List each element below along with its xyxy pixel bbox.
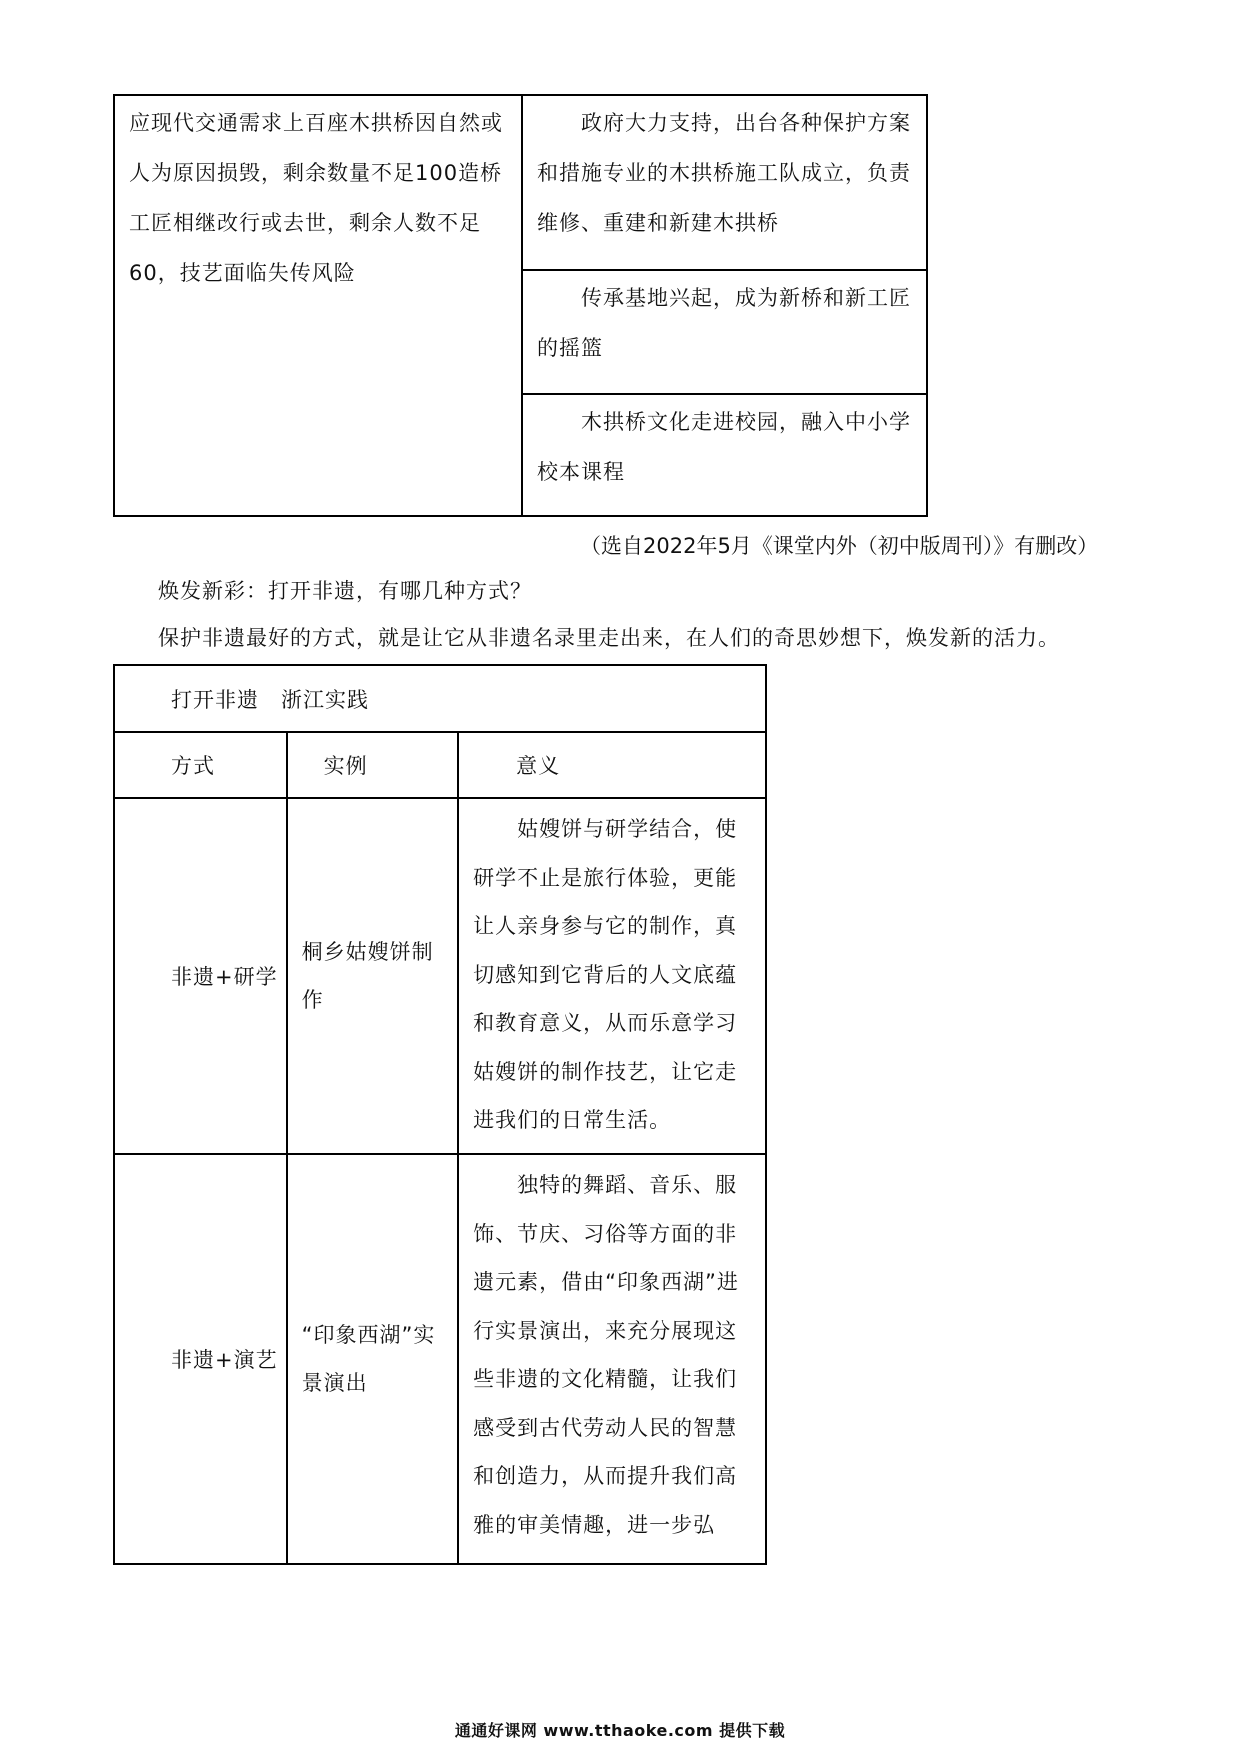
meaning-cell [458,1154,766,1564]
measure-cell [522,270,927,394]
problem-text: 应现代交通需求上百座木拱桥因自然或人为原因损毁，剩余数量不足100造桥工匠相继改行或去世，剩余人数不足60，技艺面临失传风险 [129,111,503,285]
header-example: 实例 [287,732,459,798]
header-method: 方式 [114,732,287,798]
problem-cell [114,95,522,516]
intangible-heritage-table [113,664,767,1565]
table-title: 打开非遗 浙江实践 [114,665,766,732]
bridge-protection-table [113,94,928,517]
meaning-text: 独特的舞蹈、音乐、服饰、节庆、习俗等方面的非遗元素，借由“印象西湖”进行实景演出，来充分展现这些非遗的文化精髓，让我们感受到古代劳动人民的智慧和创造力，从而提升我们高雅的审美情趣，进一步弘 [473,1173,739,1537]
method-cell: 非遗+研学 [114,798,287,1154]
example-cell: 桐乡姑嫂饼制作 [287,798,459,1154]
paragraph-intro: 保护非遗最好的方式，就是让它从非遗名录里走出来，在人们的奇思妙想下，焕发新的活力。 [158,626,1060,650]
table-row [114,1154,766,1564]
method-cell: 非遗+演艺 [114,1154,287,1564]
example-cell: “印象西湖”实景演出 [287,1154,459,1564]
meaning-cell [458,798,766,1154]
measure-text: 传承基地兴起，成为新桥和新工匠的摇篮 [537,286,911,360]
measure-cell [522,394,927,516]
header-meaning: 意义 [458,732,766,798]
measure-text: 政府大力支持，出台各种保护方案和措施专业的木拱桥施工队成立，负责维修、重建和新建木拱桥 [537,111,911,235]
table-row [114,798,766,1154]
meaning-text: 姑嫂饼与研学结合，使研学不止是旅行体验，更能让人亲身参与它的制作，真切感知到它背后的人文底蕴和教育意义，从而乐意学习姑嫂饼的制作技艺，让它走进我们的日常生活。 [473,817,738,1132]
paragraph-question: 焕发新彩：打开非遗，有哪几种方式？ [158,579,532,603]
measure-text: 木拱桥文化走进校园，融入中小学校本课程 [537,410,911,484]
measure-cell [522,95,927,270]
source-note: （选自2022年5月《课堂内外（初中版周刊）》有删改） [580,534,1099,558]
footer-text: 通通好课网 www.tthaoke.com 提供下载 [454,1721,786,1740]
